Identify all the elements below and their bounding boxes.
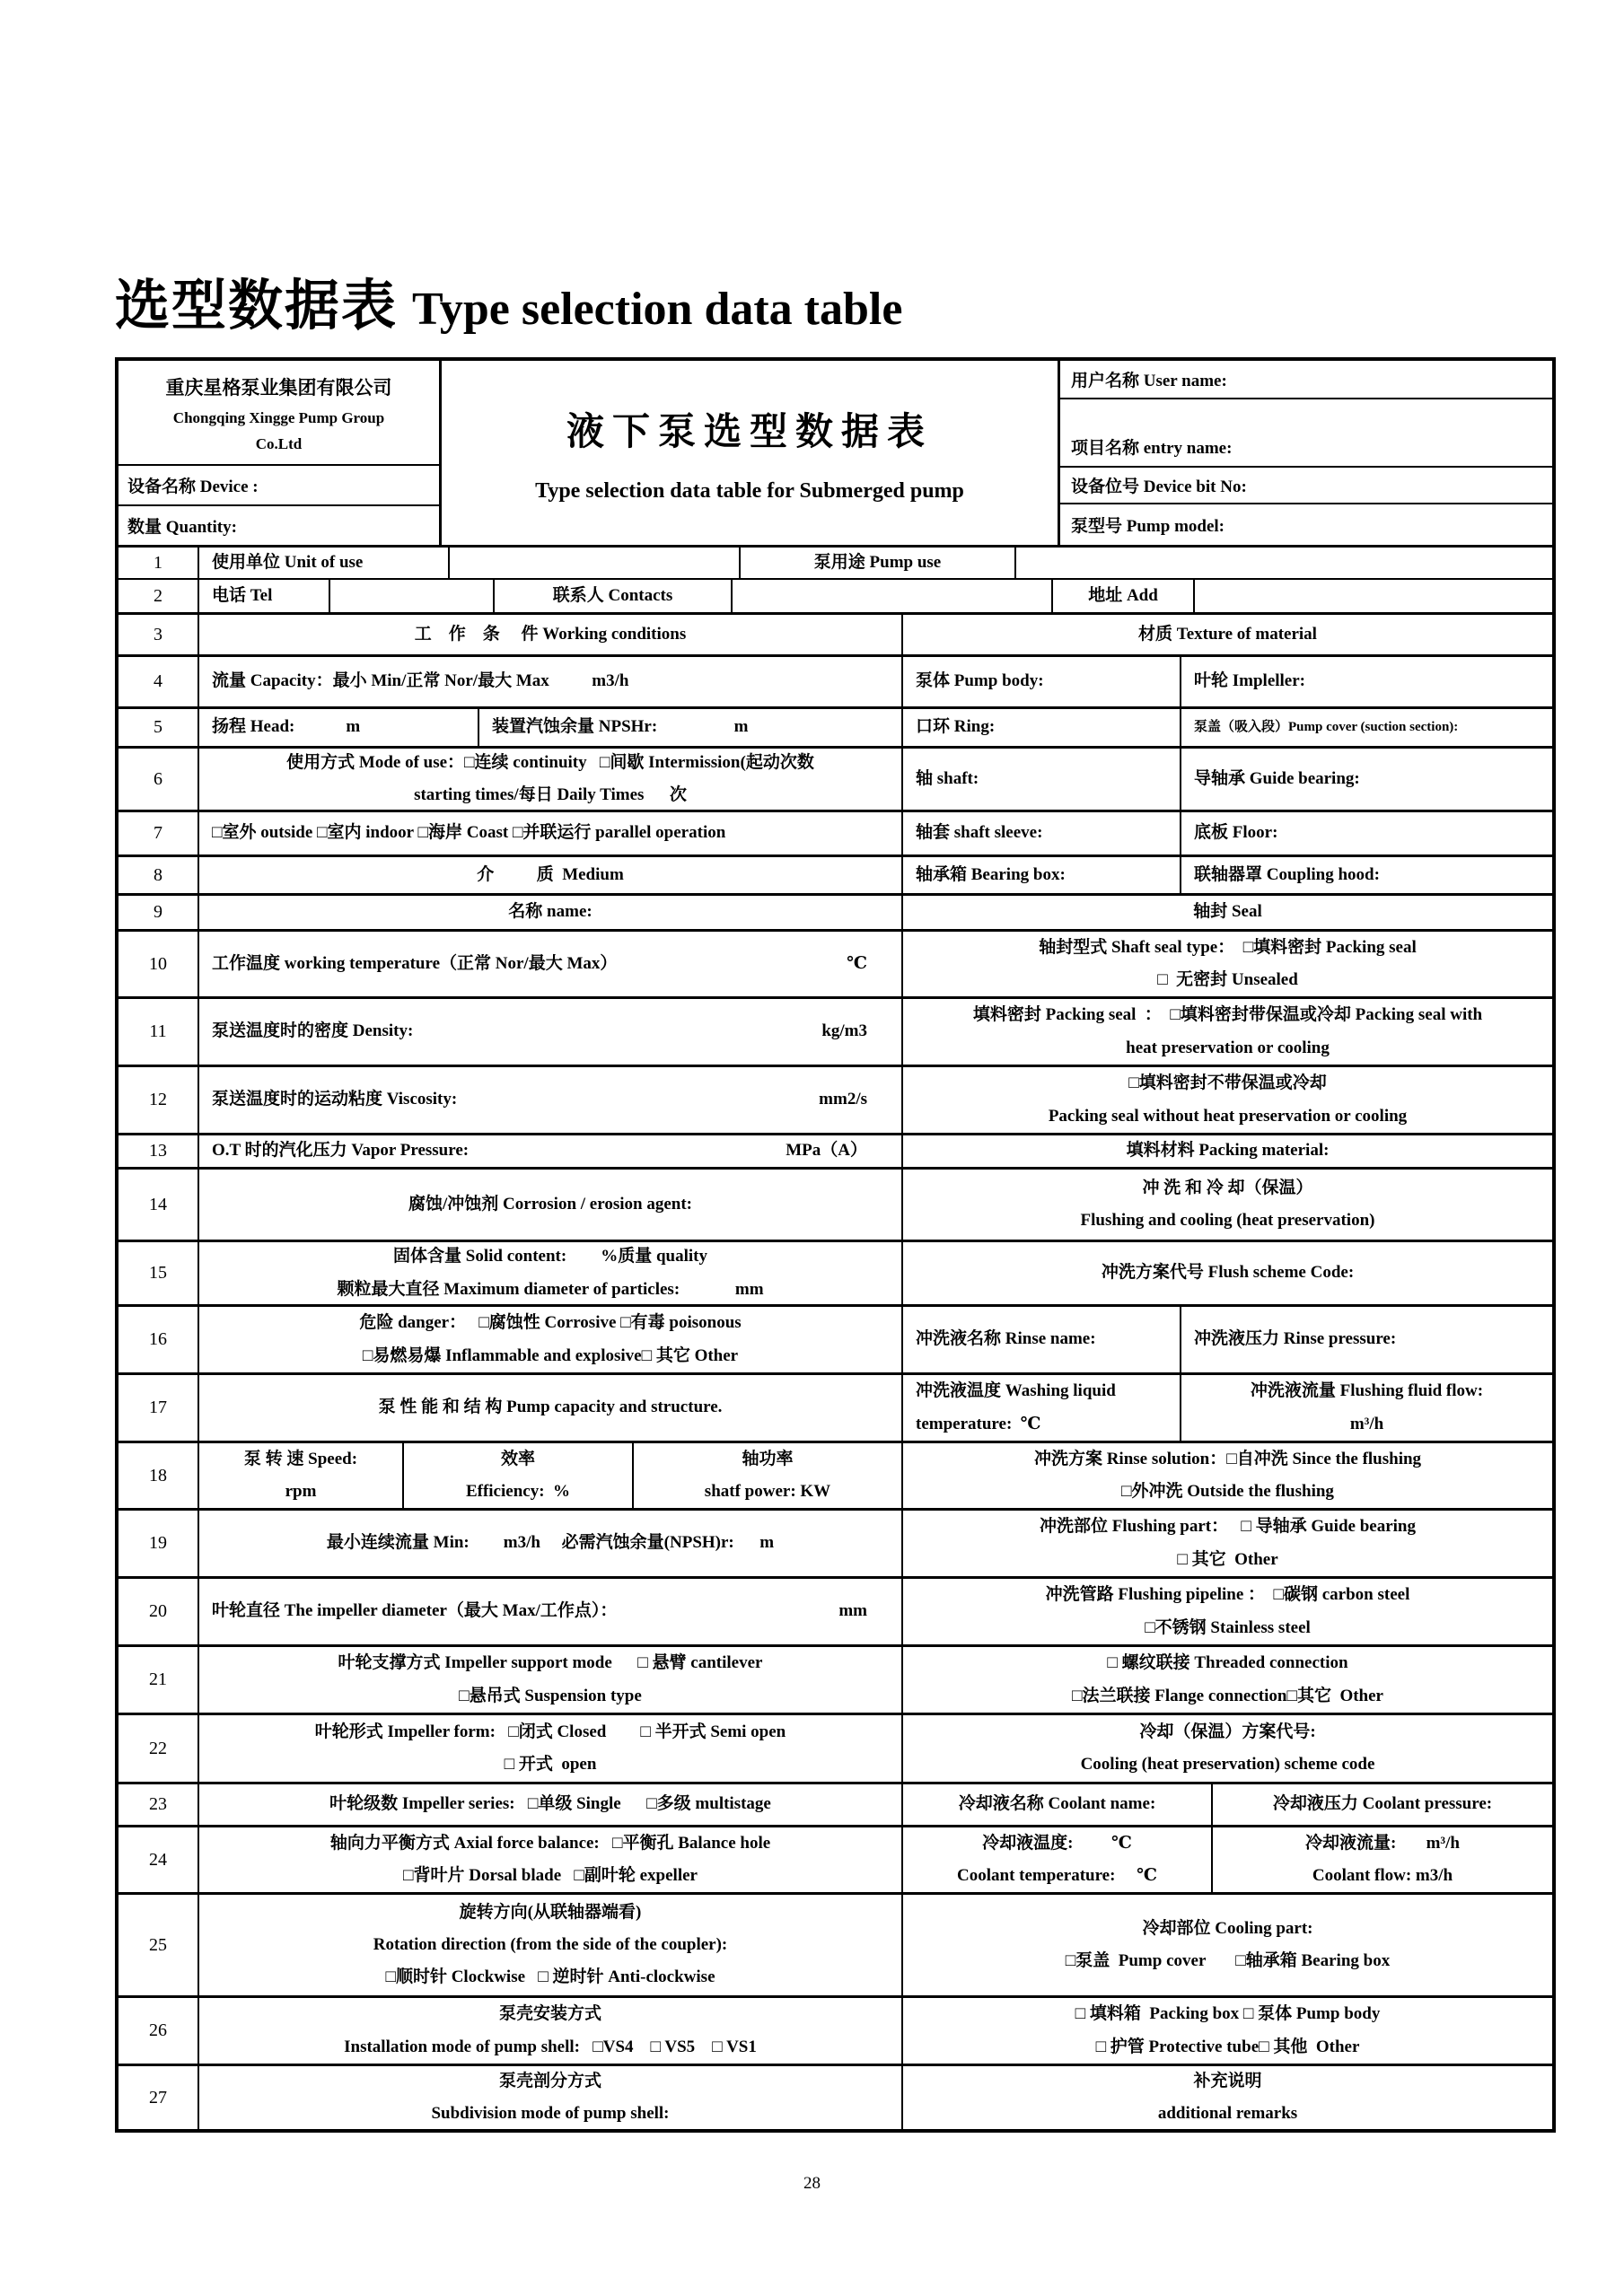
table-row — [119, 706, 1552, 746]
form-title-block — [439, 361, 1060, 545]
table-cell — [1180, 1307, 1552, 1372]
table-cell-text: 填料密封 Packing seal ： □填料密封带保温或冷却 Packing seal with — [972, 1005, 1483, 1025]
table-cell-text: 底板 Floor: — [1194, 823, 1278, 843]
table-cell-text: 冲洗方案 Rinse solution：□自冲洗 Since the flushing — [1033, 1449, 1422, 1468]
form-title-en: Type selection data table for Submerged pump — [535, 479, 964, 503]
table-cell-text: 名称 name: — [508, 902, 593, 922]
table-cell — [198, 1511, 901, 1576]
table-cell-text: 危险 danger： □腐蚀性 Corrosive □有毒 poisonous — [359, 1313, 742, 1333]
table-row — [119, 1576, 1552, 1644]
table-cell-text: m³/h — [1349, 1414, 1384, 1433]
table-row — [119, 1508, 1552, 1576]
table-cell — [448, 548, 739, 578]
row-number: 19 — [149, 1533, 167, 1553]
company-name-block — [119, 361, 439, 464]
table-cell — [198, 1715, 901, 1782]
table-row — [119, 2064, 1552, 2129]
table-cell-text: Installation mode of pump shell: □VS4 □ VS5 □ VS1 — [344, 2037, 757, 2056]
table-cell-text: 泵送温度时的密度 Density: — [212, 1021, 414, 1041]
table-cell-text: 冲洗部位 Flushing part： □ 导轴承 Guide bearing — [1040, 1517, 1416, 1537]
table-row — [119, 1133, 1552, 1167]
pump-model-label: 泵型号 Pump model: — [1071, 517, 1225, 536]
device-name-label — [119, 464, 439, 504]
table-cell — [901, 1579, 1552, 1644]
table-cell-text: □室外 outside □室内 indoor □海岸 Coast □并联运行 parallel operation — [212, 823, 726, 843]
table-cell-text: □不锈钢 Stainless steel — [1145, 1617, 1311, 1637]
row-number: 20 — [149, 1601, 167, 1621]
table-cell-text: Coolant temperature: ℃ — [957, 1866, 1157, 1885]
table-cell-text: 叶轮直径 The impeller diameter（最大 Max/工作点）： — [212, 1601, 618, 1621]
table-cell — [632, 1443, 901, 1508]
row-number: 15 — [149, 1263, 167, 1283]
table-cell — [198, 580, 329, 612]
table-cell — [1211, 1827, 1552, 1892]
table-cell-text: 联系人 Contacts — [552, 585, 673, 605]
table-cell — [198, 615, 901, 654]
table-cell — [739, 548, 1014, 578]
table-cell — [901, 896, 1552, 929]
table-row — [119, 578, 1552, 612]
row-number: 12 — [149, 1090, 167, 1109]
table-cell-text: 使用单位 Unit of use — [212, 552, 364, 572]
table-cell — [1193, 580, 1552, 612]
table-cell-text: additional remarks — [1157, 2104, 1298, 2123]
table-cell — [198, 932, 901, 996]
table-cell — [901, 812, 1180, 854]
table-row — [119, 810, 1552, 854]
row-number: 2 — [154, 585, 162, 606]
table-cell — [1014, 548, 1552, 578]
table-row — [119, 1372, 1552, 1441]
table-cell-text: 装置汽蚀余量 NPSHr: m — [492, 717, 749, 737]
table-cell-text: 冲洗管路 Flushing pipeline ： □碳钢 carbon steel — [1045, 1585, 1410, 1605]
header-right-column — [1060, 361, 1552, 545]
table-cell-text: 冲洗方案代号 Flush scheme Code: — [1101, 1263, 1355, 1283]
table-cell — [198, 896, 901, 929]
device-name-label-text: 设备名称 Device : — [127, 478, 259, 496]
table-cell-text: 电话 Tel — [212, 585, 273, 605]
company-name-suffix: Co.Ltd — [255, 435, 303, 453]
table-cell — [198, 1135, 901, 1167]
table-row — [119, 1782, 1552, 1825]
table-cell — [901, 657, 1180, 706]
table-cell-text: 扬程 Head: m — [212, 717, 361, 737]
table-cell-text: 腐蚀/冲蚀剂 Corrosion / erosion agent: — [408, 1194, 692, 1214]
row-number: 26 — [149, 2020, 167, 2040]
table-cell-text: □填料密封不带保温或冷却 — [1128, 1074, 1327, 1093]
table-cell-text: 填料材料 Packing material: — [1126, 1141, 1330, 1161]
table-cell-text: 工 作 条 件 Working conditions — [414, 624, 687, 644]
table-cell-text: 导轴承 Guide bearing: — [1194, 768, 1360, 788]
table-row — [119, 654, 1552, 706]
table-cell-text: □ 其它 Other — [1177, 1549, 1278, 1569]
table-cell-text: 地址 Add — [1088, 585, 1158, 605]
table-row — [119, 996, 1552, 1065]
table-cell-text: □泵盖 Pump cover □轴承箱 Bearing box — [1065, 1951, 1391, 1970]
table-cell-text: Coolant flow: m3/h — [1312, 1866, 1453, 1885]
form-title-cjk: 液下泵选型数据表 — [566, 412, 933, 453]
table-cell-text: 材质 Texture of material — [1138, 624, 1317, 644]
page-title-en: Type selection data table — [412, 284, 903, 335]
table-row — [119, 1995, 1552, 2064]
table-cell-text: 冲洗液压力 Rinse pressure: — [1194, 1329, 1397, 1349]
row-number: 3 — [154, 624, 162, 644]
type-selection-table — [115, 357, 1556, 2133]
table-cell — [198, 1827, 901, 1892]
table-row — [119, 1065, 1552, 1133]
table-cell-text: 介 质 Medium — [477, 864, 624, 884]
table-cell — [901, 1715, 1552, 1782]
table-row — [119, 893, 1552, 929]
table-cell — [901, 749, 1180, 810]
table-cell — [901, 1443, 1552, 1508]
table-row — [119, 1825, 1552, 1892]
table-cell-text: rpm — [285, 1482, 317, 1501]
company-name-en: Chongqing Xingge Pump Group — [172, 408, 385, 426]
row-number: 25 — [149, 1934, 167, 1955]
table-cell-text: MPa（A） — [786, 1141, 867, 1161]
table-cell — [1180, 749, 1552, 810]
table-cell — [901, 615, 1552, 654]
table-cell-text: Rotation direction (from the side of the coupler): — [373, 1934, 728, 1954]
table-cell-text: □外冲洗 Outside the flushing — [1121, 1482, 1334, 1501]
table-cell — [402, 1443, 632, 1508]
table-cell — [198, 749, 901, 810]
table-cell-text: starting times/每日 Daily Times 次 — [414, 785, 687, 804]
table-cell-text: Packing seal without heat preservation or cooling — [1048, 1106, 1408, 1126]
table-cell-text: 冷却液温度: ℃ — [982, 1833, 1132, 1853]
table-cell-text: 泵 性 能 和 结 构 Pump capacity and structure. — [378, 1398, 723, 1417]
row-number: 6 — [154, 768, 162, 789]
table-cell-text: 轴 shaft: — [916, 768, 979, 788]
table-cell — [198, 857, 901, 893]
table-cell-text: 叶轮 Impleller: — [1194, 671, 1306, 691]
row-number: 7 — [154, 823, 162, 843]
table-row — [119, 1441, 1552, 1508]
table-cell-text: 冷却液流量: m³/h — [1305, 1833, 1460, 1853]
table-row — [119, 1892, 1552, 1995]
table-cell-text: 冲洗液流量 Flushing fluid flow: — [1250, 1381, 1484, 1401]
table-row — [119, 929, 1552, 996]
table-cell — [198, 1647, 901, 1713]
table-cell-text: Efficiency: % — [465, 1482, 571, 1501]
table-cell-text: 泵壳安装方式 — [498, 2004, 601, 2024]
row-number: 16 — [149, 1329, 167, 1349]
pump-model-field — [1060, 503, 1552, 545]
page-number: 28 — [803, 2174, 821, 2193]
table-cell — [901, 2066, 1552, 2129]
table-cell-text: 叶轮支撑方式 Impeller support mode □ 悬臂 cantilever — [338, 1653, 763, 1673]
table-cell-text: mm2/s — [819, 1090, 867, 1109]
table-cell-text: 冲洗液名称 Rinse name: — [916, 1329, 1096, 1349]
device-bit-no-field — [1060, 466, 1552, 503]
table-cell-text: temperature: ℃ — [916, 1414, 1041, 1433]
table-cell-text: 轴套 shaft sleeve: — [916, 823, 1043, 843]
page-title — [115, 262, 902, 340]
table-cell-text: 轴承箱 Bearing box: — [916, 864, 1066, 884]
table-cell-text: □ 螺纹联接 Threaded connection — [1107, 1653, 1348, 1673]
table-cell-text: 冷却液名称 Coolant name: — [958, 1794, 1156, 1814]
table-cell — [493, 580, 731, 612]
table-cell — [198, 1579, 901, 1644]
row-number: 5 — [154, 717, 162, 737]
row-number: 9 — [154, 902, 162, 922]
table-row — [119, 612, 1552, 654]
row-number: 23 — [149, 1794, 167, 1814]
table-cell-text: 冷却液压力 Coolant pressure: — [1272, 1794, 1493, 1814]
table-cell — [198, 1170, 901, 1240]
table-cell — [901, 1895, 1552, 1995]
table-cell-text: 泵用途 Pump use — [813, 552, 942, 572]
table-cell-text: shatf power: KW — [704, 1482, 831, 1501]
row-number: 4 — [154, 671, 162, 691]
row-number: 21 — [149, 1669, 167, 1689]
row-number: 24 — [149, 1849, 167, 1870]
table-cell-text: 固体含量 Solid content: %质量 quality — [393, 1247, 707, 1266]
table-cell-text: 泵壳剖分方式 — [498, 2071, 601, 2090]
table-row — [119, 746, 1552, 810]
table-cell — [901, 1827, 1211, 1892]
user-name-field — [1060, 361, 1552, 398]
table-cell — [198, 548, 448, 578]
table-row — [119, 545, 1552, 578]
table-cell-text: 冷却部位 Cooling part: — [1142, 1918, 1313, 1938]
table-cell-text: 泵 转 速 Speed: — [243, 1449, 358, 1468]
table-cell — [198, 1307, 901, 1372]
row-number: 27 — [149, 2087, 167, 2108]
table-cell — [198, 999, 901, 1065]
table-cell-text: 轴封型式 Shaft seal type： □填料密封 Packing seal — [1039, 937, 1417, 957]
table-cell-text: 颗粒最大直径 Maximum diameter of particles: mm — [337, 1279, 764, 1299]
table-cell — [901, 1998, 1552, 2064]
table-cell-text: 叶轮级数 Impeller series: □单级 Single □多级 multistage — [329, 1794, 771, 1814]
row-number: 11 — [149, 1021, 167, 1041]
table-cell — [198, 657, 901, 706]
table-cell — [901, 709, 1180, 746]
table-cell — [731, 580, 1051, 612]
table-cell — [198, 1998, 901, 2064]
row-number: 18 — [149, 1465, 167, 1485]
table-cell-text: ℃ — [847, 953, 867, 973]
row-number: 8 — [154, 864, 162, 885]
table-cell-text: heat preservation or cooling — [1126, 1038, 1330, 1057]
table-cell-text: □ 无密封 Unsealed — [1157, 970, 1298, 989]
table-cell-text: Subdivision mode of pump shell: — [431, 2104, 670, 2123]
header-left-column — [119, 361, 439, 545]
row-number: 13 — [149, 1141, 167, 1161]
table-cell-text: 轴封 Seal — [1193, 902, 1262, 922]
table-cell-text: 工作温度 working temperature（正常 Nor/最大 Max） — [212, 953, 618, 973]
user-name-label: 用户名称 User name: — [1071, 372, 1227, 390]
table-cell-text: □ 填料箱 Packing box □ 泵体 Pump body — [1075, 2004, 1381, 2024]
table-cell-text: □背叶片 Dorsal blade □副叶轮 expeller — [403, 1866, 698, 1885]
table-cell-text: 旋转方向(从联轴器端看) — [459, 1902, 642, 1922]
table-header — [119, 361, 1552, 545]
table-cell — [901, 857, 1180, 893]
table-cell-text: □ 开式 open — [504, 1755, 597, 1774]
table-body — [119, 545, 1552, 2129]
table-cell-text: Cooling (heat preservation) scheme code — [1080, 1755, 1375, 1774]
table-row — [119, 1644, 1552, 1713]
company-name-cjk: 重庆星格泵业集团有限公司 — [165, 376, 392, 399]
table-cell — [198, 1895, 901, 1995]
table-cell-text: □ 护管 Protective tube□ 其他 Other — [1095, 2037, 1360, 2056]
table-cell — [198, 2066, 901, 2129]
table-cell-text: 泵盖（吸入段）Pump cover (suction section): — [1194, 720, 1459, 735]
row-number: 14 — [149, 1194, 167, 1214]
table-cell-text: □法兰联接 Flange connection□其它 Other — [1072, 1686, 1383, 1705]
entry-name-label: 项目名称 entry name: — [1071, 439, 1233, 458]
table-cell-text: 使用方式 Mode of use：□连续 continuity □间歇 Intermission(起动次数 — [286, 752, 814, 772]
row-number: 1 — [154, 552, 162, 573]
table-cell — [198, 1242, 901, 1304]
table-cell — [901, 1511, 1552, 1576]
table-cell — [198, 1443, 402, 1508]
table-cell — [1211, 1784, 1552, 1825]
table-cell — [198, 1375, 901, 1441]
table-row — [119, 1304, 1552, 1372]
table-cell — [1180, 857, 1552, 893]
row-number: 10 — [149, 953, 167, 974]
table-cell — [901, 1067, 1552, 1133]
table-cell — [901, 1242, 1552, 1304]
table-row — [119, 854, 1552, 893]
table-cell — [329, 580, 493, 612]
table-cell-text: 口环 Ring: — [916, 717, 996, 737]
table-cell — [1180, 709, 1552, 746]
table-cell-text: 冲 洗 和 冷 却（保温） — [1142, 1178, 1313, 1197]
table-cell-text: □悬吊式 Suspension type — [459, 1686, 642, 1705]
table-cell — [198, 709, 478, 746]
table-cell-text: 补充说明 — [1193, 2071, 1262, 2090]
table-cell — [198, 1067, 901, 1133]
table-cell-text: kg/m3 — [821, 1021, 867, 1041]
table-cell-text: 最小连续流量 Min: m3/h 必需汽蚀余量(NPSH)r: m — [326, 1533, 775, 1553]
table-cell — [1180, 657, 1552, 706]
table-cell — [198, 1784, 901, 1825]
device-bit-no-label: 设备位号 Device bit No: — [1071, 478, 1247, 496]
quantity-label — [119, 504, 439, 545]
table-cell-text: 效率 — [500, 1449, 535, 1468]
table-cell-text: 流量 Capacity：最小 Min/正常 Nor/最大 Max m3/h — [212, 671, 629, 691]
table-cell — [1051, 580, 1193, 612]
table-cell — [198, 812, 901, 854]
table-row — [119, 1713, 1552, 1782]
table-cell — [901, 1375, 1180, 1441]
table-cell-text: 泵体 Pump body: — [916, 671, 1044, 691]
entry-name-field — [1060, 398, 1552, 466]
row-number: 17 — [149, 1398, 167, 1417]
table-cell — [901, 999, 1552, 1065]
table-cell-text: □顺时针 Clockwise □ 逆时针 Anti-clockwise — [385, 1967, 715, 1987]
table-cell-text: 冲洗液温度 Washing liquid — [916, 1381, 1116, 1401]
table-cell-text: □易燃易爆 Inflammable and explosive□ 其它 Other — [362, 1345, 739, 1365]
table-cell-text: O.T 时的汽化压力 Vapor Pressure: — [212, 1141, 470, 1161]
table-cell-text: 叶轮形式 Impeller form: □闭式 Closed □ 半开式 Semi open — [314, 1722, 786, 1741]
page-title-cjk: 选型数据表 — [115, 276, 399, 337]
table-cell-text: 冷却（保温）方案代号: — [1139, 1722, 1316, 1741]
table-row — [119, 1240, 1552, 1304]
table-cell-text: mm — [838, 1601, 867, 1621]
table-cell-text: 轴功率 — [742, 1449, 794, 1468]
quantity-label-text: 数量 Quantity: — [127, 518, 237, 537]
table-cell — [901, 1647, 1552, 1713]
table-cell — [901, 1307, 1180, 1372]
table-cell — [1180, 812, 1552, 854]
table-cell — [901, 932, 1552, 996]
table-cell — [901, 1135, 1552, 1167]
table-cell — [1180, 1375, 1552, 1441]
table-cell-text: Flushing and cooling (heat preservation) — [1080, 1211, 1375, 1230]
table-cell — [478, 709, 901, 746]
table-cell — [901, 1170, 1552, 1240]
table-cell-text: 轴向力平衡方式 Axial force balance: □平衡孔 Balance hole — [329, 1833, 771, 1853]
table-cell-text: 泵送温度时的运动粘度 Viscosity: — [212, 1090, 458, 1109]
row-number: 22 — [149, 1738, 167, 1758]
table-cell — [901, 1784, 1211, 1825]
table-cell-text: 联轴器罩 Coupling hood: — [1194, 864, 1380, 884]
table-row — [119, 1167, 1552, 1240]
